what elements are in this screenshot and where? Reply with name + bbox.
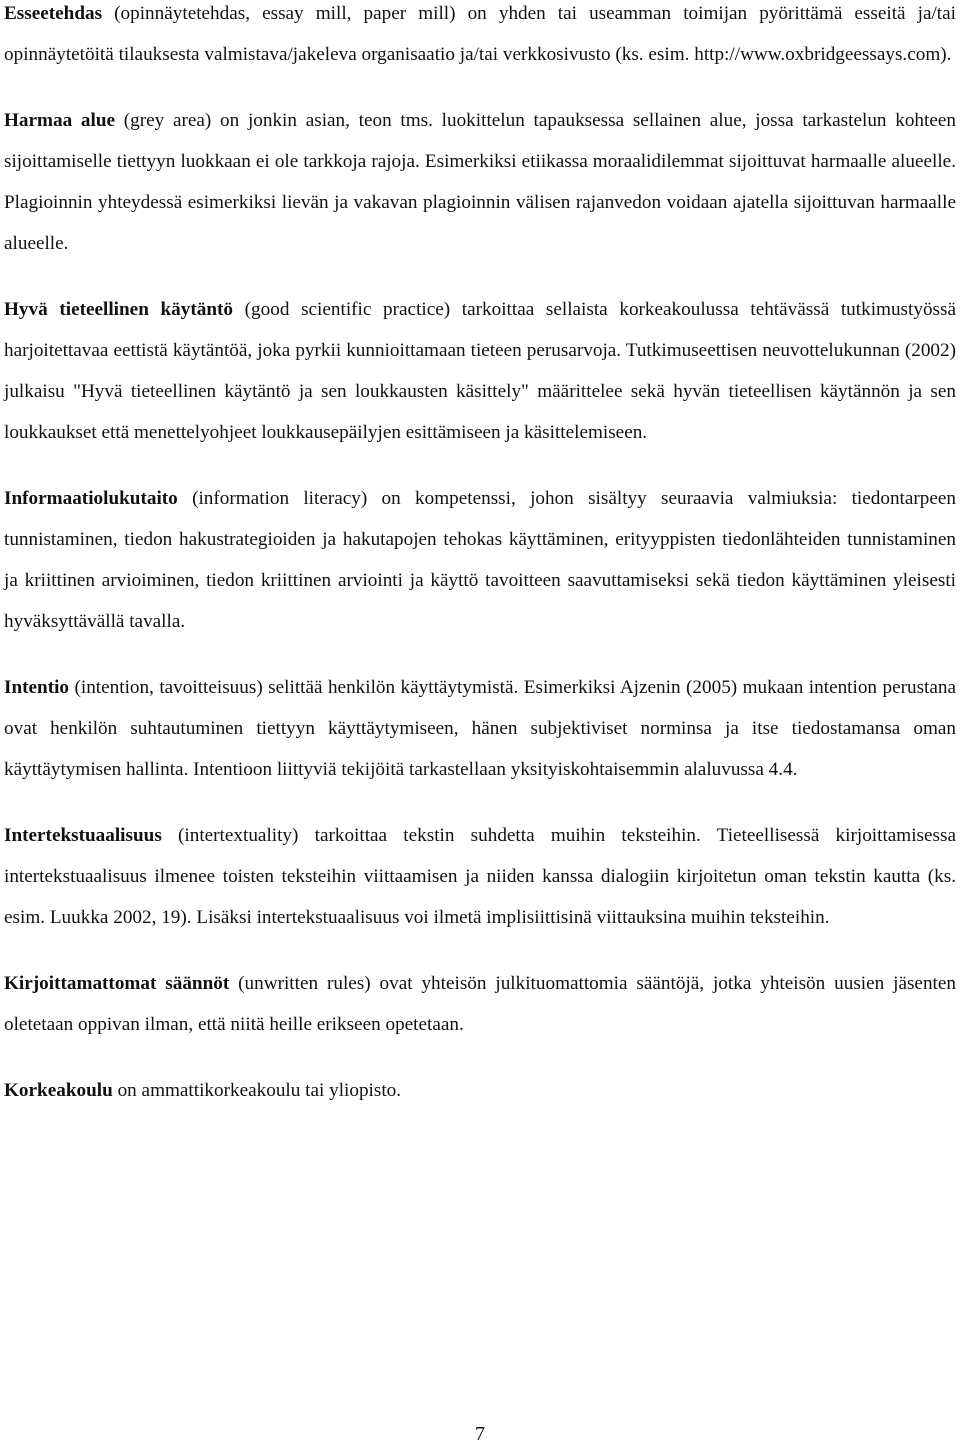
definition: (intention, tavoitteisuus) selittää henkilön käyttäytymistä. Esimerkiksi Ajzenin (2005) mukaan intention perustana ovat henkilön suhtautuminen tiettyyn käyttäytymiseen, hänen subjektiviset norminsa ja itse tiedostamansa oman käyttäytymisen hallinta. Intentioon liittyviä tekijöitä tarkastellaan yksityiskohtaisemmin alaluvussa 4.4.	[4, 677, 956, 780]
glossary-entry-informaatiolukutaito	[4, 478, 956, 642]
definition: (intertextuality) tarkoittaa tekstin suhdetta muihin teksteihin. Tieteellisessä kirjoittamisessa intertekstuaalisuus ilmenee toisten teksteihin viittaamisen ja niiden kanssa dialogiin kirjoitetun oman tekstin kautta (ks. esim. Luukka 2002, 19). Lisäksi intertekstuaalisuus voi ilmetä implisiittisinä viittauksina muihin teksteihin.	[4, 825, 956, 928]
term: Informaatiolukutaito	[4, 488, 178, 509]
glossary-entry-hyva-tieteellinen-kaytanto	[4, 289, 956, 453]
definition: (grey area) on jonkin asian, teon tms. luokittelun tapauksessa sellainen alue, jossa tarkastelun kohteen sijoittamiselle tiettyyn luokkaan ei ole tarkkoja rajoja. Esimerkiksi etiikassa moraalidilemmat sijoittuvat harmaalle alueelle. Plagioinnin yhteydessä esimerkiksi lievän ja vakavan plagioinnin välisen rajanvedon voidaan ajatella sijoittuvan harmaalle alueelle.	[4, 110, 956, 254]
definition: (unwritten rules) ovat yhteisön julkituomattomia sääntöjä, jotka yhteisön uusien jäsenten oletetaan oppivan ilman, että niitä heille erikseen opetetaan.	[4, 973, 956, 1035]
term: Kirjoittamattomat säännöt	[4, 973, 230, 994]
glossary-page	[4, 0, 956, 1111]
term: Hyvä tieteellinen käytäntö	[4, 299, 234, 320]
definition: (good scientific practice) tarkoittaa sellaista korkeakoulussa tehtävässä tutkimustyössä harjoitettavaa eettistä käytäntöä, joka pyrkii kunnioittamaan tieteen perusarvoja. Tutkimuseettisen neuvottelukunnan (2002) julkaisu "Hyvä tieteellinen käytäntö ja sen loukkausten käsittely" määrittelee sekä hyvän tieteellisen käytännön ja sen loukkaukset että menettelyohjeet loukkausepäilyjen esittämiseen ja käsittelemiseen.	[4, 299, 956, 443]
term: Esseetehdas	[4, 3, 103, 24]
definition: on ammattikorkeakoulu tai yliopisto.	[112, 1080, 402, 1101]
definition: (opinnäytetehdas, essay mill, paper mill) on yhden tai useamman toimijan pyörittämä esseitä ja/tai opinnäytetöitä tilauksesta valmistava/jakeleva organisaatio ja/tai verkkosivusto (ks. esim. http://www.oxbridgeessays.com).	[4, 3, 956, 65]
term: Korkeakoulu	[4, 1080, 113, 1101]
glossary-entry-korkeakoulu	[4, 1070, 956, 1111]
glossary-entry-intentio	[4, 667, 956, 790]
glossary-entry-kirjoittamattomat-saannot	[4, 963, 956, 1045]
term: Intertekstuaalisuus	[4, 825, 162, 846]
term: Intentio	[4, 677, 70, 698]
glossary-entry-harmaa-alue	[4, 100, 956, 264]
glossary-entry-intertekstuaalisuus	[4, 815, 956, 938]
term: Harmaa alue	[4, 110, 116, 131]
definition: (information literacy) on kompetenssi, johon sisältyy seuraavia valmiuksia: tiedontarpeen tunnistaminen, tiedon hakustrategioiden ja hakutapojen tehokas käyttäminen, erityyppisten tiedonlähteiden tunnistaminen ja kriittinen arvioiminen, tiedon kriittinen arviointi ja käyttö tavoitteen saavuttamiseksi sekä tiedon käyttäminen yleisesti hyväksyttävällä tavalla.	[4, 488, 956, 632]
page-number: 7	[475, 1423, 485, 1445]
glossary-entry-esseetehdas	[4, 0, 956, 75]
